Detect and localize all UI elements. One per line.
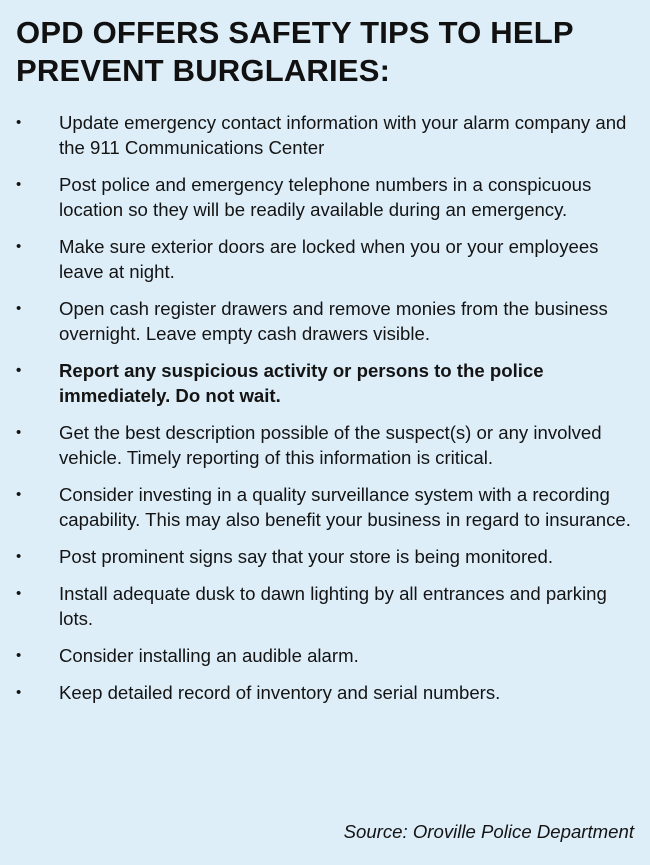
bullet-icon: •	[16, 486, 22, 503]
tip-text: Consider investing in a quality surveillance system with a recording capability. This may also benefit your business in regard to insurance.	[59, 484, 631, 530]
tip-item	[16, 172, 641, 222]
tip-text: Keep detailed record of inventory and serial numbers.	[59, 682, 501, 703]
tip-text: Report any suspicious activity or persons to the police immediately. Do not wait.	[59, 360, 544, 406]
tips-list	[16, 110, 634, 705]
tip-text: Post prominent signs say that your store is being monitored.	[59, 546, 554, 567]
bullet-icon: •	[16, 647, 22, 664]
bullet-icon: •	[16, 238, 22, 255]
bullet-icon: •	[16, 684, 22, 701]
headline: OPD OFFERS SAFETY TIPS TO HELP PREVENT BURGLARIES:	[16, 15, 574, 88]
bullet-icon: •	[16, 114, 22, 131]
tip-item	[16, 110, 641, 160]
tip-text: Post police and emergency telephone numbers in a conspicuous location so they will be readily available during an emergency.	[59, 174, 592, 220]
tip-item	[16, 234, 641, 284]
tip-item	[16, 296, 641, 346]
tip-text: Open cash register drawers and remove monies from the business overnight. Leave empty cash drawers visible.	[59, 298, 608, 344]
source-credit: Source: Oroville Police Department	[343, 821, 634, 842]
bullet-icon: •	[16, 176, 22, 193]
tip-item	[16, 680, 641, 705]
bullet-icon: •	[16, 300, 22, 317]
tip-item	[16, 420, 641, 470]
tip-text: Consider installing an audible alarm.	[59, 645, 359, 666]
tip-text: Install adequate dusk to dawn lighting by all entrances and parking lots.	[59, 583, 607, 629]
tip-item-emphasized	[16, 358, 641, 408]
tip-item	[16, 482, 641, 532]
tip-text: Get the best description possible of the suspect(s) or any involved vehicle. Timely reporting of this information is critical.	[59, 422, 602, 468]
tip-item	[16, 581, 641, 631]
tip-item	[16, 643, 641, 668]
bullet-icon: •	[16, 585, 22, 602]
bullet-icon: •	[16, 548, 22, 565]
bullet-icon: •	[16, 424, 22, 441]
tip-text: Make sure exterior doors are locked when you or your employees leave at night.	[59, 236, 599, 282]
tip-item	[16, 544, 641, 569]
tip-text: Update emergency contact information with your alarm company and the 911 Communications Center	[59, 112, 627, 158]
bullet-icon: •	[16, 362, 22, 379]
